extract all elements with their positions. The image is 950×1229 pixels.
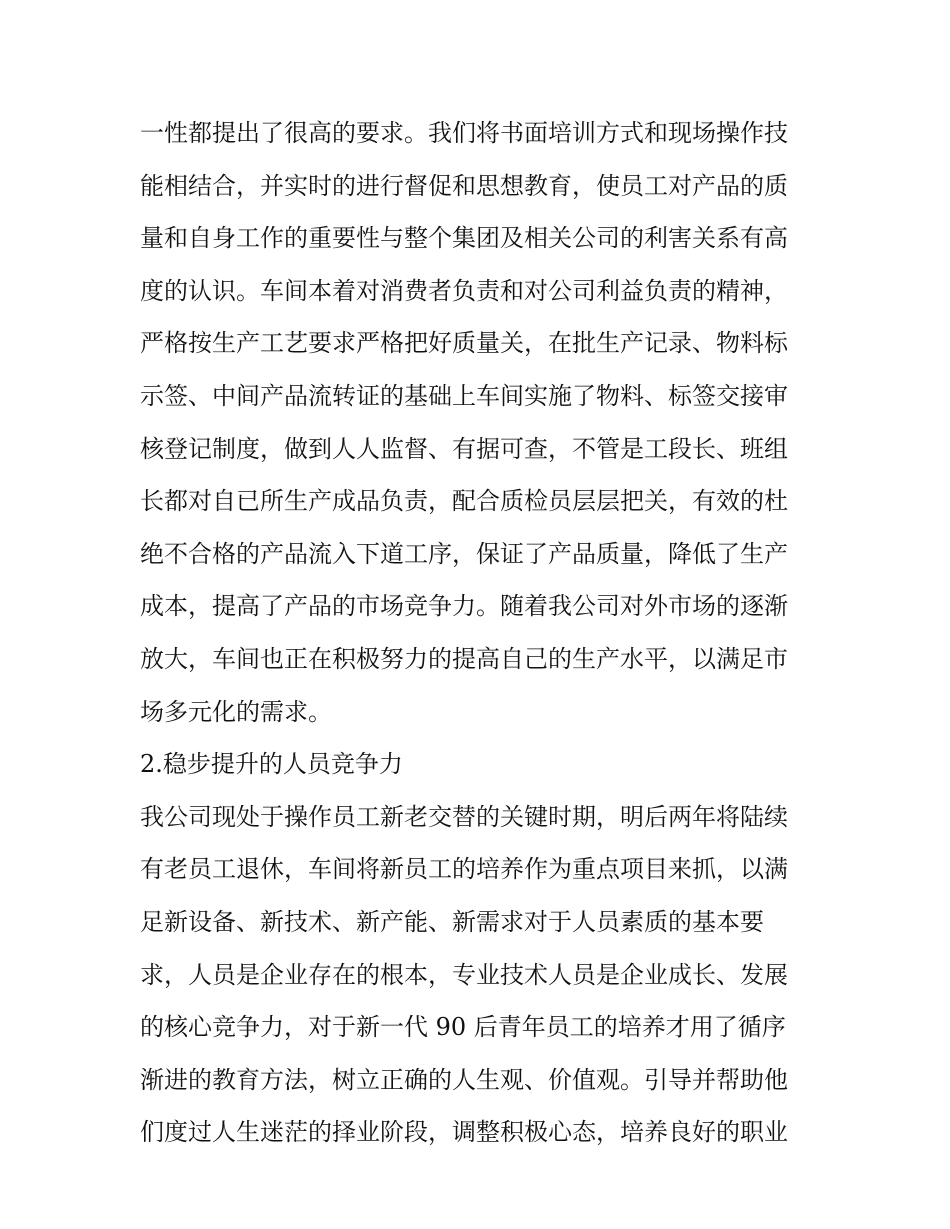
- text-line: 的核心竞争力，对于新一代 90 后青年员工的培养才用了循序: [140, 1013, 786, 1042]
- text-line: 量和自身工作的重要性与整个集团及相关公司的利害关系有高: [140, 224, 788, 253]
- section-heading: 2.稳步提升的人员竞争力: [140, 750, 403, 779]
- text-line: 示签、中间产品流转证的基础上车间实施了物料、标签交接审: [140, 381, 788, 410]
- text-line: 我公司现处于操作员工新老交替的关键时期，明后两年将陆续: [140, 802, 788, 831]
- text-line: 一性都提出了很高的要求。我们将书面培训方式和现场操作技: [140, 119, 788, 147]
- text-line: 能相结合，并实时的进行督促和思想教育，使员工对产品的质: [140, 171, 788, 200]
- text-line: 场多元化的需求。: [140, 697, 332, 726]
- text-line: 核登记制度，做到人人监督、有据可查，不管是工段长、班组: [140, 434, 788, 463]
- text-line: 放大，车间也正在积极努力的提高自己的生产水平，以满足市: [140, 644, 788, 673]
- text-line: 渐进的教育方法，树立正确的人生观、价值观。引导并帮助他: [140, 1065, 788, 1094]
- body-text: [140, 107, 820, 1159]
- text-line: 长都对自已所生产成品负责，配合质检员层层把关，有效的杜: [140, 487, 788, 516]
- text-line: 严格按生产工艺要求严格把好质量关，在批生产记录、物料标: [140, 329, 788, 358]
- text-line: 绝不合格的产品流入下道工序，保证了产品质量，降低了生产: [140, 539, 788, 568]
- text-line: 求，人员是企业存在的根本，专业技术人员是企业成长、发展: [140, 960, 788, 989]
- text-line: 成本，提高了产品的市场竞争力。随着我公司对外市场的逐渐: [140, 592, 788, 621]
- text-line: 度的认识。车间本着对消费者负责和对公司利益负责的精神，: [140, 276, 788, 305]
- text-line: 足新设备、新技术、新产能、新需求对于人员素质的基本要: [140, 907, 764, 936]
- text-line: 们度过人生迷茫的择业阶段，调整积极心态，培养良好的职业: [140, 1118, 788, 1147]
- text-line: 有老员工退休，车间将新员工的培养作为重点项目来抓，以满: [140, 855, 788, 884]
